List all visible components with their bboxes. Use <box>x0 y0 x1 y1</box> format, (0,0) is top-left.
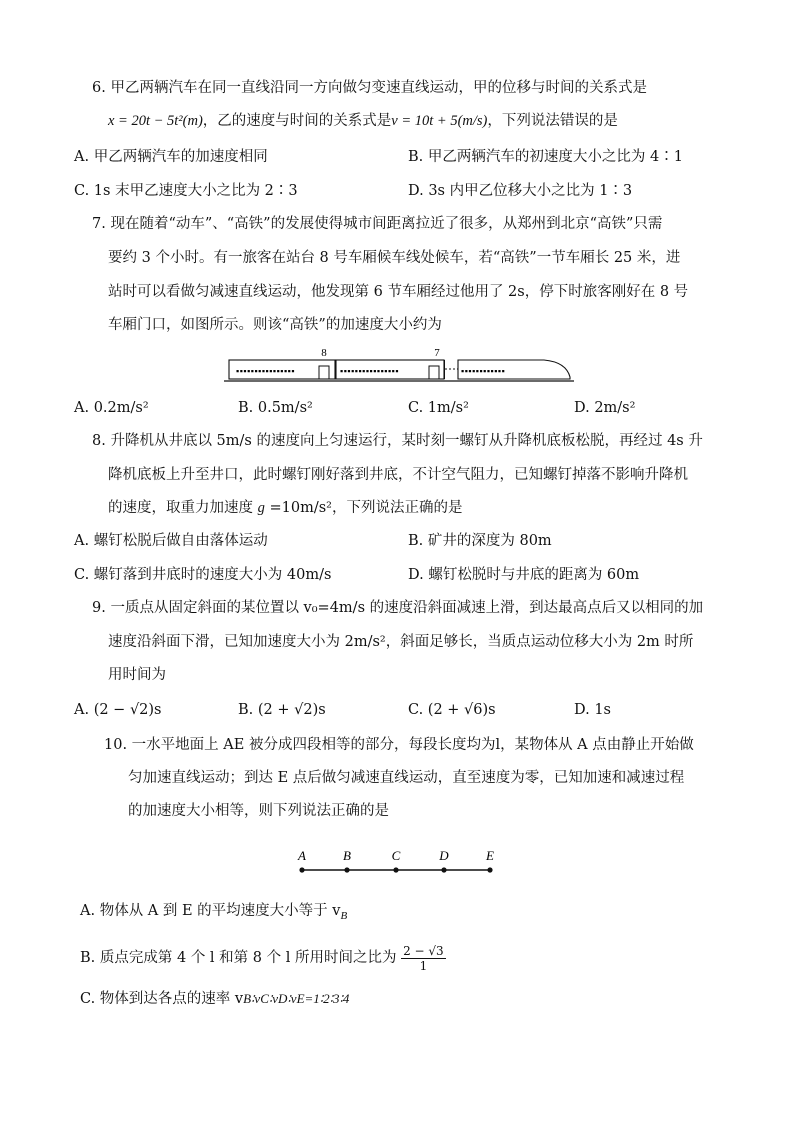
q8-option-b[interactable]: B. 矿井的深度为 80m <box>408 533 552 549</box>
q6-equation-x: x = 20t − 5t²(m) <box>108 113 203 129</box>
q10-stem-line3: 的加速度大小相等，则下列说法正确的是 <box>128 803 389 819</box>
svg-text:▪▪▪▪▪▪▪▪▪▪▪▪▪▪▪▪: ▪▪▪▪▪▪▪▪▪▪▪▪▪▪▪▪ <box>340 366 400 376</box>
q6-equation-v: v = 10t + 5(m/s) <box>391 113 488 129</box>
q7-stem-line1: 7. 现在随着“动车”、“高铁”的发展使得城市间距离拉近了很多，从郑州到北京“高铁”只需 <box>92 216 663 232</box>
q9-option-a[interactable]: A. (2 − √2)s <box>74 702 162 718</box>
q10-option-b[interactable]: B. 质点完成第 4 个 l 和第 8 个 l 所用时间之比为 $\frac{2 - √3}{1}$ <box>80 943 444 973</box>
q10-option-c[interactable]: C. 物体到达各点的速率 vB∶vC∶vD∶vE=1∶2∶3∶4 <box>80 991 350 1007</box>
q8-stem-line2: 降机底板上升至井口，此时螺钉刚好落到井底，不计空气阻力，已知螺钉掉落不影响升降机 <box>108 467 688 483</box>
q7-option-b[interactable]: B. 0.5m/s² <box>238 400 313 416</box>
segment-ae-figure <box>290 846 505 878</box>
svg-text:▪▪▪▪▪▪▪▪▪▪▪▪▪▪▪▪: ▪▪▪▪▪▪▪▪▪▪▪▪▪▪▪▪ <box>236 366 296 376</box>
q7-option-d[interactable]: D. 2m/s² <box>574 400 636 416</box>
q7-stem-line2: 要约 3 个小时。有一旅客在站台 8 号车厢候车线处候车，若“高铁”一节车厢长 25 米，进 <box>108 250 681 266</box>
q6-stem-line2 <box>108 111 618 131</box>
q8-option-d[interactable]: D. 螺钉松脱时与井底的距离为 60m <box>408 567 640 583</box>
q10-option-a[interactable]: A. 物体从 A 到 E 的平均速度大小等于 $v_B$ <box>80 903 348 922</box>
point-e-label: E <box>486 848 494 863</box>
q10-option-b-fraction: $\frac{2 - √3}{1}$ <box>403 943 444 973</box>
car-7-label: 7 <box>434 347 440 359</box>
q9-option-d[interactable]: D. 1s <box>574 702 611 718</box>
q6-stem-tail: ，下列说法错误的是 <box>487 113 618 129</box>
q9-stem-line2: 速度沿斜面下滑，已知加速度大小为 2m/s²，斜面足够长，当质点运动位移大小为 2m 时所 <box>108 634 694 650</box>
train-figure <box>224 344 574 384</box>
q10-stem-line2: 匀加速直线运动；到达 E 点后做匀减速直线运动，直至速度为零，已知加速和减速过程 <box>128 770 685 786</box>
q7-option-a[interactable]: A. 0.2m/s² <box>74 400 149 416</box>
q6-stem-line1: 6. 甲乙两辆汽车在同一直线沿同一方向做匀变速直线运动，甲的位移与时间的关系式是 <box>92 80 647 96</box>
point-b-label: B <box>343 848 351 863</box>
q8-stem-line1: 8. 升降机从井底以 5m/s 的速度向上匀速运行，某时刻一螺钉从升降机底板松脱，再经过 4s 升 <box>92 433 703 449</box>
q9-stem-line3: 用时间为 <box>108 667 166 683</box>
q6-option-a[interactable]: A. 甲乙两辆汽车的加速度相同 <box>74 149 268 165</box>
q8-stem-line3: 的速度，取重力加速度 g =10m/s²，下列说法正确的是 <box>108 500 463 516</box>
svg-text:▪▪▪▪▪▪▪▪▪▪▪▪: ▪▪▪▪▪▪▪▪▪▪▪▪ <box>461 366 506 376</box>
q9-option-b[interactable]: B. (2 + √2)s <box>238 702 326 718</box>
q7-stem-line3: 站时可以看做匀减速直线运动，他发现第 6 节车厢经过他用了 2s，停下时旅客刚好在 8 号 <box>108 284 689 300</box>
car-8-label: 8 <box>321 347 327 359</box>
q6-option-b[interactable]: B. 甲乙两辆汽车的初速度大小之比为 4∶1 <box>408 149 683 165</box>
q9-option-c[interactable]: C. (2 + √6)s <box>408 702 496 718</box>
q8-option-c[interactable]: C. 螺钉落到井底时的速度大小为 40m/s <box>74 567 332 583</box>
point-a-label: A <box>298 848 306 863</box>
q6-stem-mid: ，乙的速度与时间的关系式是 <box>202 113 392 129</box>
q10-stem-line1: 10. 一水平地面上 AE 被分成四段相等的部分，每段长度均为l，某物体从 A 点由静止开始做 <box>104 737 694 753</box>
q8-option-a[interactable]: A. 螺钉松脱后做自由落体运动 <box>74 533 268 549</box>
point-d-label: D <box>439 848 449 863</box>
q6-option-c[interactable]: C. 1s 末甲乙速度大小之比为 2∶3 <box>74 183 298 199</box>
point-c-label: C <box>391 848 401 863</box>
q7-option-c[interactable]: C. 1m/s² <box>408 400 469 416</box>
q9-stem-line1: 9. 一质点从固定斜面的某位置以 v₀=4m/s 的速度沿斜面减速上滑，到达最高点后又以相同的加 <box>92 600 704 616</box>
q7-stem-line4: 车厢门口，如图所示。则该“高铁”的加速度大小约为 <box>108 317 442 333</box>
q6-option-d[interactable]: D. 3s 内甲乙位移大小之比为 1∶3 <box>408 183 633 199</box>
